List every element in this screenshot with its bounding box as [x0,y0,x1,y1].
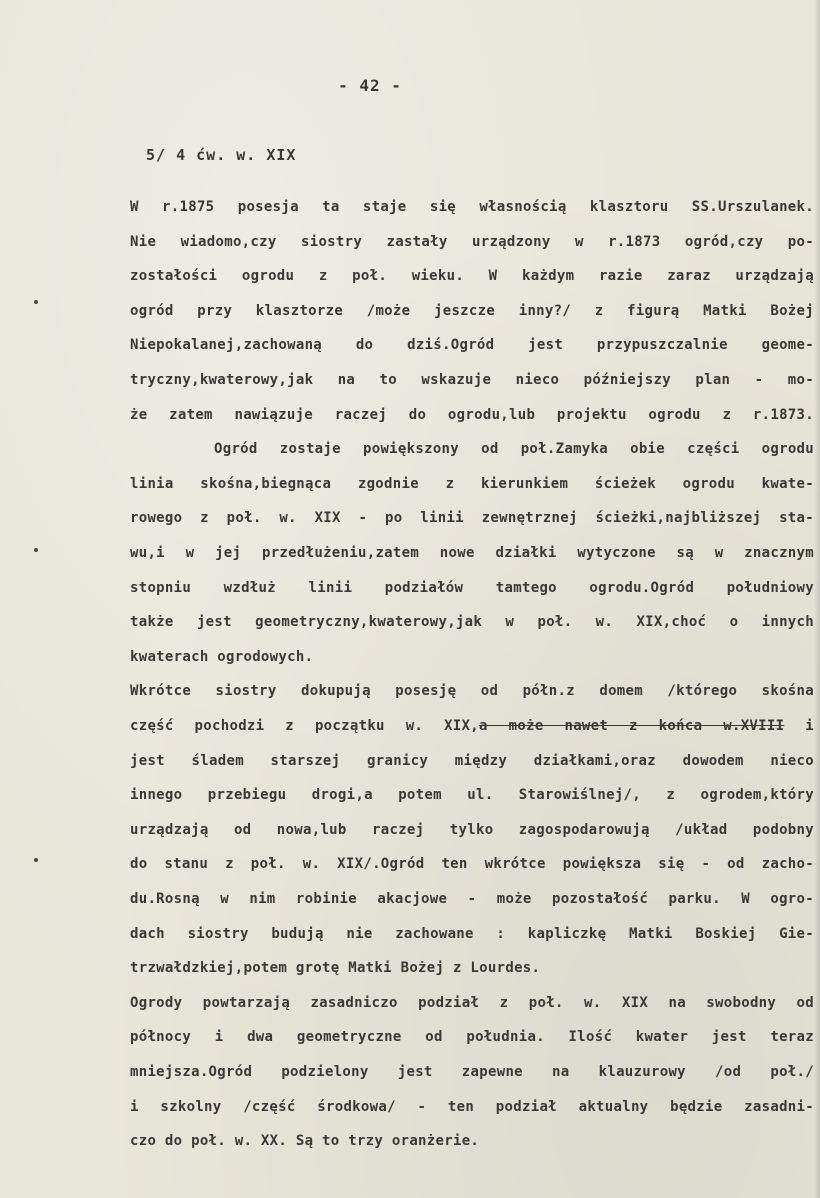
text-line [130,190,814,224]
margin-mark [34,300,38,304]
text-line [130,328,814,362]
line-text: mniejsza.Ogród podzielony jest zapewne na klauzurowy /od poł./ [130,1064,814,1080]
text-line [130,1020,814,1054]
line-text: do stanu z poł. w. XIX/.Ogród ten wkrótce powiększa się - od zacho- [130,856,814,873]
struck-out-text: a może nawet z końca w.XVIII [479,718,785,734]
line-text: część pochodzi z początku w. XIX, [130,718,479,734]
text-line [130,1124,814,1158]
line-text: tryczny,kwaterowy,jak na to wskazuje nieco późniejszy plan - mo- [130,372,814,388]
text-line [214,432,814,466]
line-text: trzwałdzkiej,potem grotę Matki Bożej z Lourdes. [130,960,541,977]
line-text: czo do poł. w. XX. Są to trzy oranżerie. [130,1133,480,1150]
line-text: urządzają od nowa,lub raczej tylko zagospodarowują /układ podobny [130,821,814,838]
line-text: i szkolny /część środkowa/ - ten podział aktualny będzie zasadni- [130,1098,814,1115]
line-text: W r.1875 posesja ta staje się własnością klasztoru SS.Urszulanek. [130,199,814,215]
line-text: zostałości ogrodu z poł. wieku. W każdym razie zaraz urządzają [130,268,814,285]
text-line [130,225,814,259]
text-line [130,1090,814,1124]
line-text: kwaterach ogrodowych. [130,648,314,665]
text-line [130,467,814,501]
line-text: du.Rosną w nim robinie akacjowe - może pozostałość parku. W ogro- [130,891,814,907]
line-text: ogród przy klasztorze /może jeszcze inny?/ z figurą Matki Bożej [130,302,814,319]
text-line [130,259,814,293]
margin-mark [34,548,38,552]
line-text: dach siostry budują nie zachowane : kapliczkę Matki Boskiej Gie- [130,925,814,942]
line-text: Nie wiadomo,czy siostry zastały urządzony w r.1873 ogród,czy po- [130,233,814,250]
line-text: rowego z poł. w. XIX - po linii zewnętrznej ścieżki,najbliższej sta- [130,510,814,527]
line-text: stopniu wzdłuż linii podziałów tamtego ogrodu.Ogród południowy [130,579,814,596]
text-line [130,986,814,1020]
text-line [130,674,814,708]
text-line [130,778,814,812]
line-text: wu,i w jej przedłużeniu,zatem nowe działki wytyczone są w znacznym [130,545,814,561]
text-line [130,294,814,328]
text-line [130,813,814,847]
line-text: jest śladem starszej granicy między działkami,oraz dowodem nieco [130,752,814,769]
line-text: także jest geometryczny,kwaterowy,jak w poł. w. XIX,choć o innych [130,614,814,631]
text-line [130,363,814,397]
margin-mark [34,858,38,862]
line-text: północy i dwa geometryczne od południa. Ilość kwater jest teraz [130,1029,814,1046]
text-line [130,501,814,535]
line-text-tail: i [784,718,814,734]
line-text: Wkrótce siostry dokupują posesję od półn.z domem /którego skośna [130,683,814,700]
page-edge-shadow [814,0,820,1198]
text-line [130,951,814,985]
text-line [130,917,814,951]
text-line [130,640,814,674]
line-text: Niepokalanej,zachowaną do dziś.Ogród jest przypuszczalnie geome- [130,337,814,354]
line-text: innego przebiegu drogi,a potem ul. Starowiślnej/, z ogrodem,który [130,787,814,804]
line-text: że zatem nawiązuje raczej do ogrodu,lub projektu ogrodu z r.1873. [130,406,814,423]
text-line [130,744,814,778]
text-line [130,398,814,432]
text-line [130,571,814,605]
text-line [130,605,814,639]
page-number: - 42 - [338,76,402,95]
line-text: Ogród zostaje powiększony od poł.Zamyka obie części ogrodu [214,441,814,458]
text-line [130,847,814,881]
section-heading: 5/ 4 ćw. w. XIX [146,146,297,164]
line-text: Ogrody powtarzają zasadniczo podział z poł. w. XIX na swobodny od [130,994,814,1011]
text-line [130,1055,814,1089]
text-line [130,709,814,743]
line-text: linia skośna,biegnąca zgodnie z kierunkiem ścieżek ogrodu kwate- [130,475,814,492]
text-line [130,536,814,570]
text-line [130,882,814,916]
